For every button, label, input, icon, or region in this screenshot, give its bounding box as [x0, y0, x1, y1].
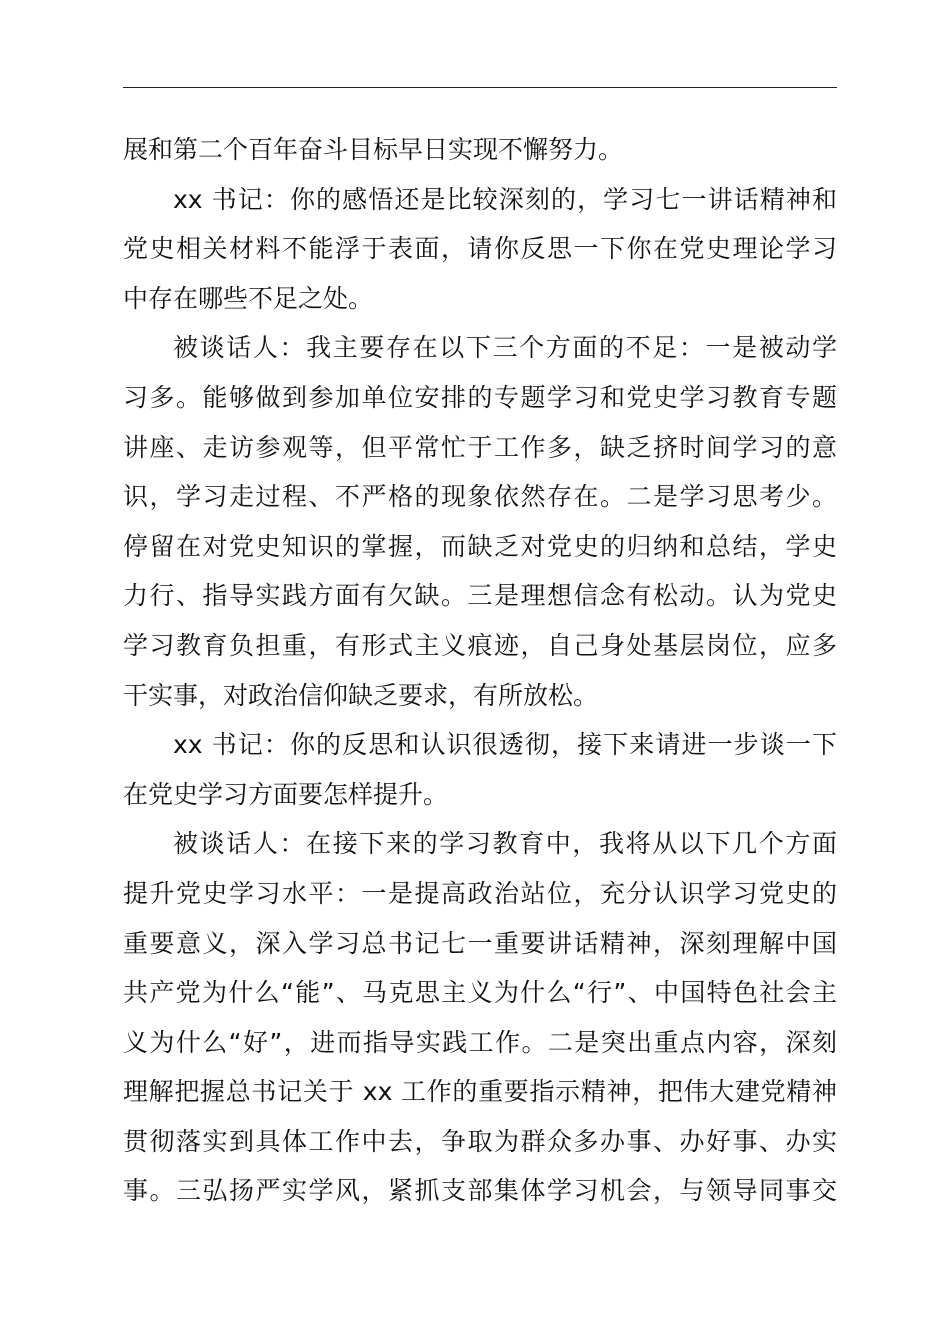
- text-line: 义为什么“好”，进而指导实践工作。二是突出重点内容，深刻: [123, 1027, 837, 1057]
- text-line: 共产党为什么“能”、马克思主义为什么“行”、中国特色社会主: [123, 978, 837, 1008]
- text-line: 在党史学习方面要怎样提升。: [123, 779, 449, 809]
- text-line: 提升党史学习水平：一是提高政治站位，充分认识学习党史的: [123, 878, 837, 908]
- text-line: 干实事，对政治信仰缺乏要求，有所放松。: [123, 680, 599, 710]
- text-line: 事。三弘扬严实学风，紧抓支部集体学习机会，与领导同事交: [123, 1176, 837, 1206]
- text-line: 被谈话人：在接下来的学习教育中，我将从以下几个方面: [173, 829, 837, 859]
- text-line: 停留在对党史知识的掌握，而缺乏对党史的归纳和总结，学史: [123, 531, 837, 561]
- text-line: 理解把握总书记关于 xx 工作的重要指示精神，把伟大建党精神: [123, 1077, 837, 1107]
- text-line: 被谈话人：我主要存在以下三个方面的不足：一是被动学: [173, 333, 837, 363]
- text-line: 识，学习走过程、不严格的现象依然存在。二是学习思考少。: [123, 482, 837, 512]
- document-body: [123, 125, 837, 1216]
- text-line: 讲座、走访参观等，但平常忙于工作多，缺乏挤时间学习的意: [123, 432, 837, 462]
- text-line: 习多。能够做到参加单位安排的专题学习和党史学习教育专题: [123, 382, 837, 412]
- header-rule: [123, 87, 837, 88]
- text-line: 展和第二个百年奋斗目标早日实现不懈努力。: [123, 135, 624, 164]
- text-line: 中存在哪些不足之处。: [123, 283, 374, 313]
- text-line: 力行、指导实践方面有欠缺。三是理想信念有松动。认为党史: [123, 581, 837, 611]
- text-line: xx 书记：你的感悟还是比较深刻的，学习七一讲话精神和: [173, 184, 837, 214]
- text-line: 贯彻落实到具体工作中去，争取为群众多办事、办好事、办实: [123, 1126, 837, 1156]
- text-line: xx 书记：你的反思和认识很透彻，接下来请进一步谈一下: [173, 730, 837, 760]
- text-line: 学习教育负担重，有形式主义痕迹，自己身处基层岗位，应多: [123, 630, 837, 660]
- text-line: 重要意义，深入学习总书记七一重要讲话精神，深刻理解中国: [123, 928, 837, 958]
- text-line: 党史相关材料不能浮于表面，请你反思一下你在党史理论学习: [123, 234, 837, 264]
